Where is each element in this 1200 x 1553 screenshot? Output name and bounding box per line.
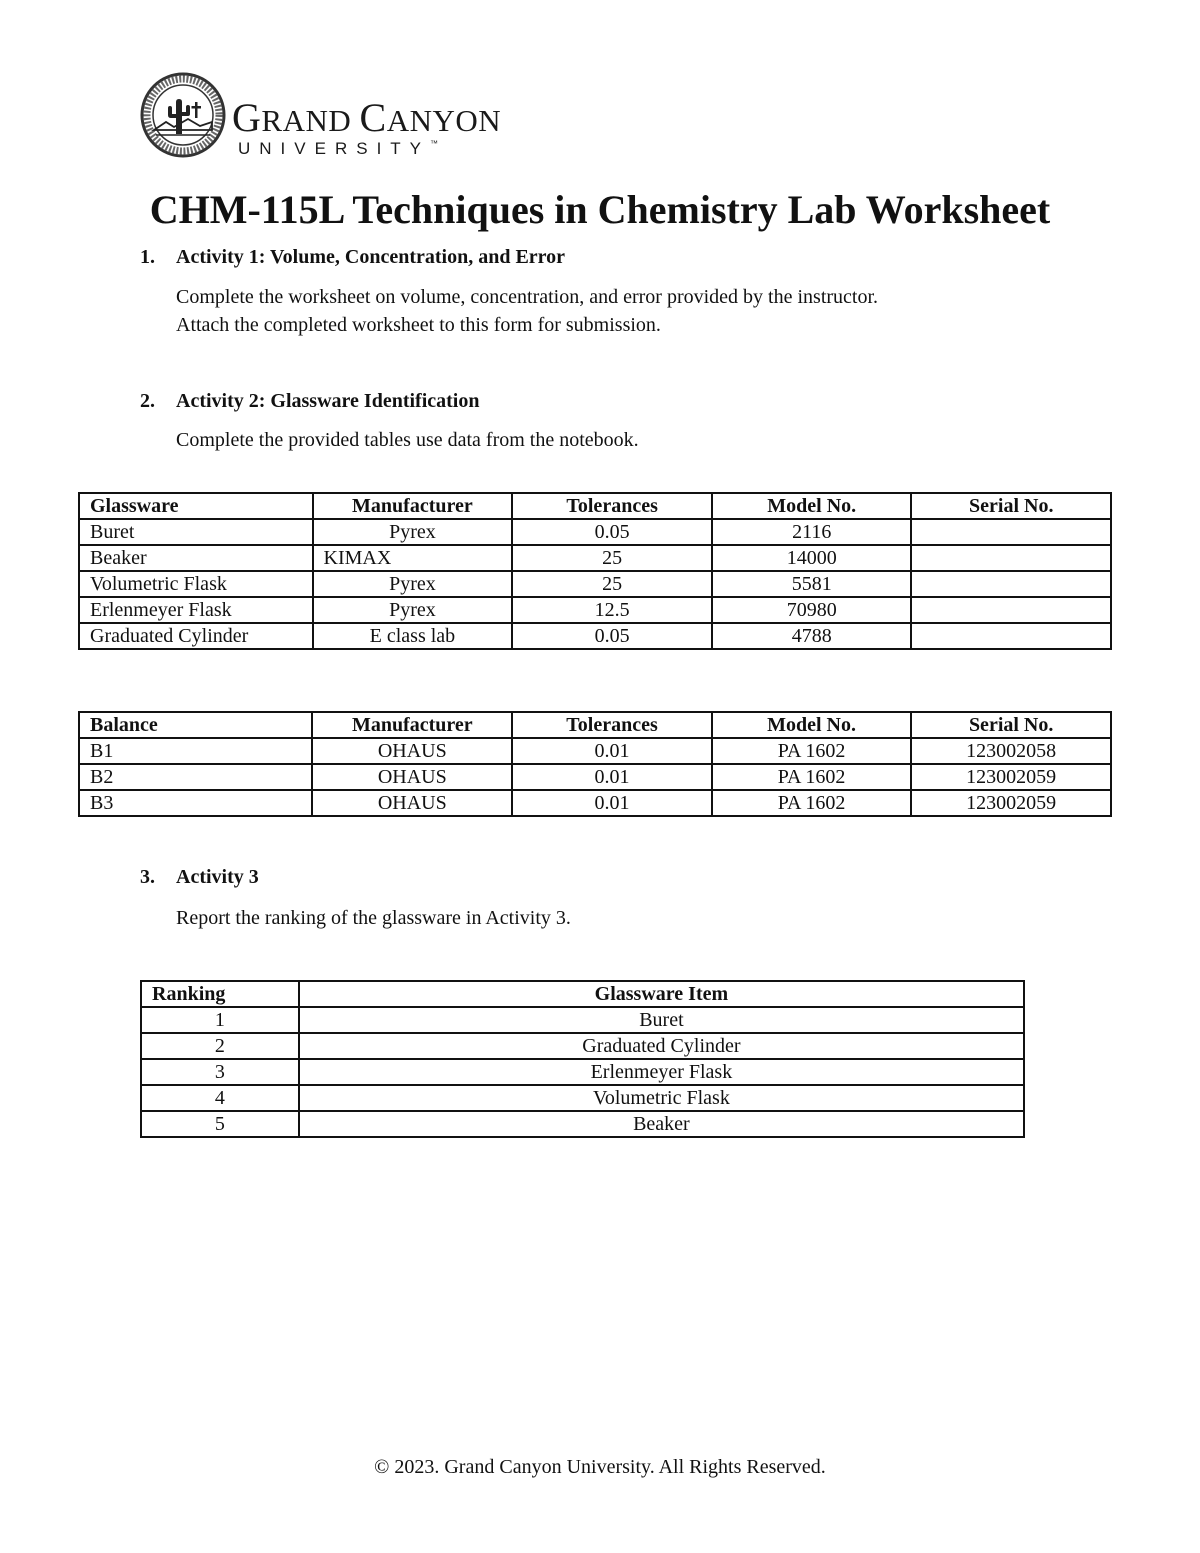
table-cell: Volumetric Flask	[79, 571, 313, 597]
table-cell: 70980	[712, 597, 912, 623]
section-1-number: 1.	[140, 246, 155, 268]
table-cell: 0.01	[512, 764, 712, 790]
table-cell: Erlenmeyer Flask	[79, 597, 313, 623]
university-seal-icon	[140, 72, 226, 158]
table-cell: Buret	[299, 1007, 1024, 1033]
table-cell: 2116	[712, 519, 912, 545]
header-model-no: Model No.	[712, 712, 912, 738]
table-cell: Beaker	[79, 545, 313, 571]
table-cell: Buret	[79, 519, 313, 545]
university-logo	[140, 72, 530, 162]
table-cell: Pyrex	[313, 519, 513, 545]
header-serial-no: Serial No.	[911, 712, 1111, 738]
ranking-table	[140, 980, 1025, 1138]
table-cell: OHAUS	[312, 738, 512, 764]
section-1-line-1: Complete the worksheet on volume, concentration, and error provided by the instructor.	[176, 286, 879, 308]
table-cell: PA 1602	[712, 764, 912, 790]
table-cell: PA 1602	[712, 790, 912, 816]
table-cell: B3	[79, 790, 312, 816]
table-header-row	[141, 981, 1024, 1007]
copyright-footer: © 2023. Grand Canyon University. All Rights Reserved.	[374, 1456, 826, 1478]
table-row	[141, 1085, 1024, 1111]
section-3-number: 3.	[140, 866, 155, 888]
header-balance: Balance	[79, 712, 312, 738]
table-cell: 3	[141, 1059, 299, 1085]
table-row	[79, 738, 1111, 764]
table-header-row	[79, 493, 1111, 519]
table-cell: E class lab	[313, 623, 513, 649]
table-cell: 123002058	[911, 738, 1111, 764]
section-1-heading	[140, 246, 565, 269]
section-3-title: Activity 3	[176, 866, 259, 888]
table-cell: 0.01	[512, 790, 712, 816]
header-glassware-item: Glassware Item	[299, 981, 1024, 1007]
table-cell: Graduated Cylinder	[79, 623, 313, 649]
trademark-symbol: ™	[430, 139, 439, 148]
table-cell	[911, 519, 1111, 545]
table-cell: Graduated Cylinder	[299, 1033, 1024, 1059]
table-cell: 25	[512, 571, 712, 597]
table-cell: B2	[79, 764, 312, 790]
table-row	[141, 1059, 1024, 1085]
table-cell: 0.05	[512, 519, 712, 545]
glassware-table	[78, 492, 1112, 650]
section-2-heading	[140, 390, 480, 413]
header-tolerances: Tolerances	[512, 493, 712, 519]
logo-university-text: UNIVERSITY	[238, 139, 431, 158]
table-cell: 12.5	[512, 597, 712, 623]
section-2-number: 2.	[140, 390, 155, 412]
section-1-line-2: Attach the completed worksheet to this form for submission.	[176, 314, 661, 336]
section-3-line-1: Report the ranking of the glassware in Activity 3.	[176, 907, 571, 929]
header-serial-no: Serial No.	[911, 493, 1111, 519]
table-cell: 1	[141, 1007, 299, 1033]
section-3-paragraph	[176, 904, 571, 932]
table-cell: Pyrex	[313, 571, 513, 597]
section-2-paragraph	[176, 426, 639, 454]
table-cell: Beaker	[299, 1111, 1024, 1137]
header-manufacturer: Manufacturer	[312, 712, 512, 738]
table-cell: 14000	[712, 545, 912, 571]
header-model-no: Model No.	[712, 493, 912, 519]
header-tolerances: Tolerances	[512, 712, 712, 738]
table-row	[79, 790, 1111, 816]
table-cell: OHAUS	[312, 790, 512, 816]
table-row	[141, 1111, 1024, 1137]
header-manufacturer: Manufacturer	[313, 493, 513, 519]
header-glassware: Glassware	[79, 493, 313, 519]
table-header-row	[79, 712, 1111, 738]
table-row	[79, 545, 1111, 571]
table-row	[141, 1033, 1024, 1059]
section-2-line-1: Complete the provided tables use data from the notebook.	[176, 429, 639, 451]
table-cell: 0.05	[512, 623, 712, 649]
table-row	[79, 571, 1111, 597]
table-row	[79, 597, 1111, 623]
section-1-title: Activity 1: Volume, Concentration, and Error	[176, 246, 566, 268]
table-cell: 5	[141, 1111, 299, 1137]
table-row	[79, 764, 1111, 790]
header-ranking: Ranking	[141, 981, 299, 1007]
logo-name-line2	[238, 139, 438, 159]
table-cell	[911, 597, 1111, 623]
table-cell: 5581	[712, 571, 912, 597]
table-row	[79, 623, 1111, 649]
table-cell: Erlenmeyer Flask	[299, 1059, 1024, 1085]
table-cell: 123002059	[911, 764, 1111, 790]
table-cell: 123002059	[911, 790, 1111, 816]
page-title: CHM-115L Techniques in Chemistry Lab Worksheet	[149, 187, 1051, 232]
table-cell: KIMAX	[313, 545, 513, 571]
table-cell	[911, 571, 1111, 597]
section-2-title: Activity 2: Glassware Identification	[176, 390, 480, 412]
section-3-heading	[140, 866, 259, 889]
table-cell: 2	[141, 1033, 299, 1059]
table-cell: Pyrex	[313, 597, 513, 623]
logo-name-line1: GRAND CANYON	[232, 95, 502, 140]
table-row	[141, 1007, 1024, 1033]
table-row	[79, 519, 1111, 545]
table-cell: Volumetric Flask	[299, 1085, 1024, 1111]
table-cell: 4788	[712, 623, 912, 649]
table-cell	[911, 623, 1111, 649]
table-cell: 25	[512, 545, 712, 571]
section-1-paragraph	[176, 283, 878, 339]
balance-table	[78, 711, 1112, 817]
table-cell	[911, 545, 1111, 571]
table-cell: B1	[79, 738, 312, 764]
table-cell: PA 1602	[712, 738, 912, 764]
table-cell: 4	[141, 1085, 299, 1111]
table-cell: 0.01	[512, 738, 712, 764]
table-cell: OHAUS	[312, 764, 512, 790]
